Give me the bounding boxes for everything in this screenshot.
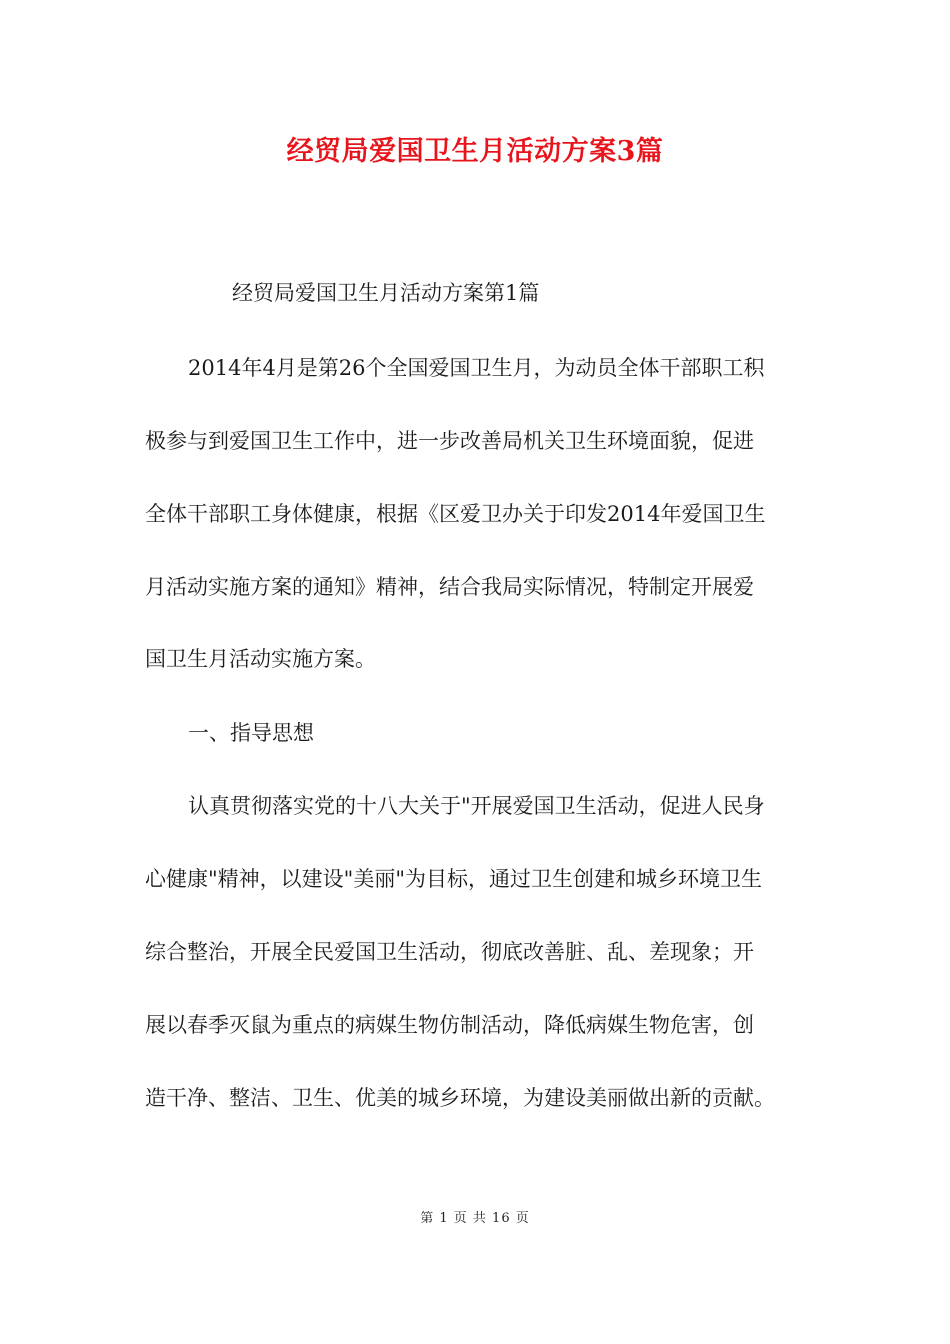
document-title: 经贸局爱国卫生月活动方案3篇 [286, 136, 664, 167]
section-heading: 一、指导思想 [188, 721, 314, 745]
paragraph-line: 2014年4月是第26个全国爱国卫生月，为动员全体干部职工积 [188, 356, 765, 380]
paragraph-line: 国卫生月活动实施方案。 [145, 647, 376, 671]
paragraph-line: 月活动实施方案的通知》精神，结合我局实际情况，特制定开展爱 [145, 575, 754, 599]
page-number-footer: 第 1 页 共 16 页 [420, 1211, 530, 1226]
paragraph-line: 展以春季灭鼠为重点的病媒生物仿制活动，降低病媒生物危害，创 [145, 1013, 754, 1037]
document-subtitle: 经贸局爱国卫生月活动方案第1篇 [232, 281, 540, 305]
paragraph-line: 认真贯彻落实党的十八大关于"开展爱国卫生活动，促进人民身 [188, 794, 765, 818]
paragraph-line: 造干净、整洁、卫生、优美的城乡环境，为建设美丽做出新的贡献。 [145, 1086, 775, 1110]
paragraph-line: 全体干部职工身体健康，根据《区爱卫办关于印发2014年爱国卫生 [145, 502, 766, 526]
paragraph-line: 心健康"精神，以建设"美丽"为目标，通过卫生创建和城乡环境卫生 [145, 867, 762, 891]
paragraph-line: 极参与到爱国卫生工作中，进一步改善局机关卫生环境面貌，促进 [145, 429, 754, 453]
paragraph-line: 综合整治，开展全民爱国卫生活动，彻底改善脏、乱、差现象；开 [145, 940, 754, 964]
